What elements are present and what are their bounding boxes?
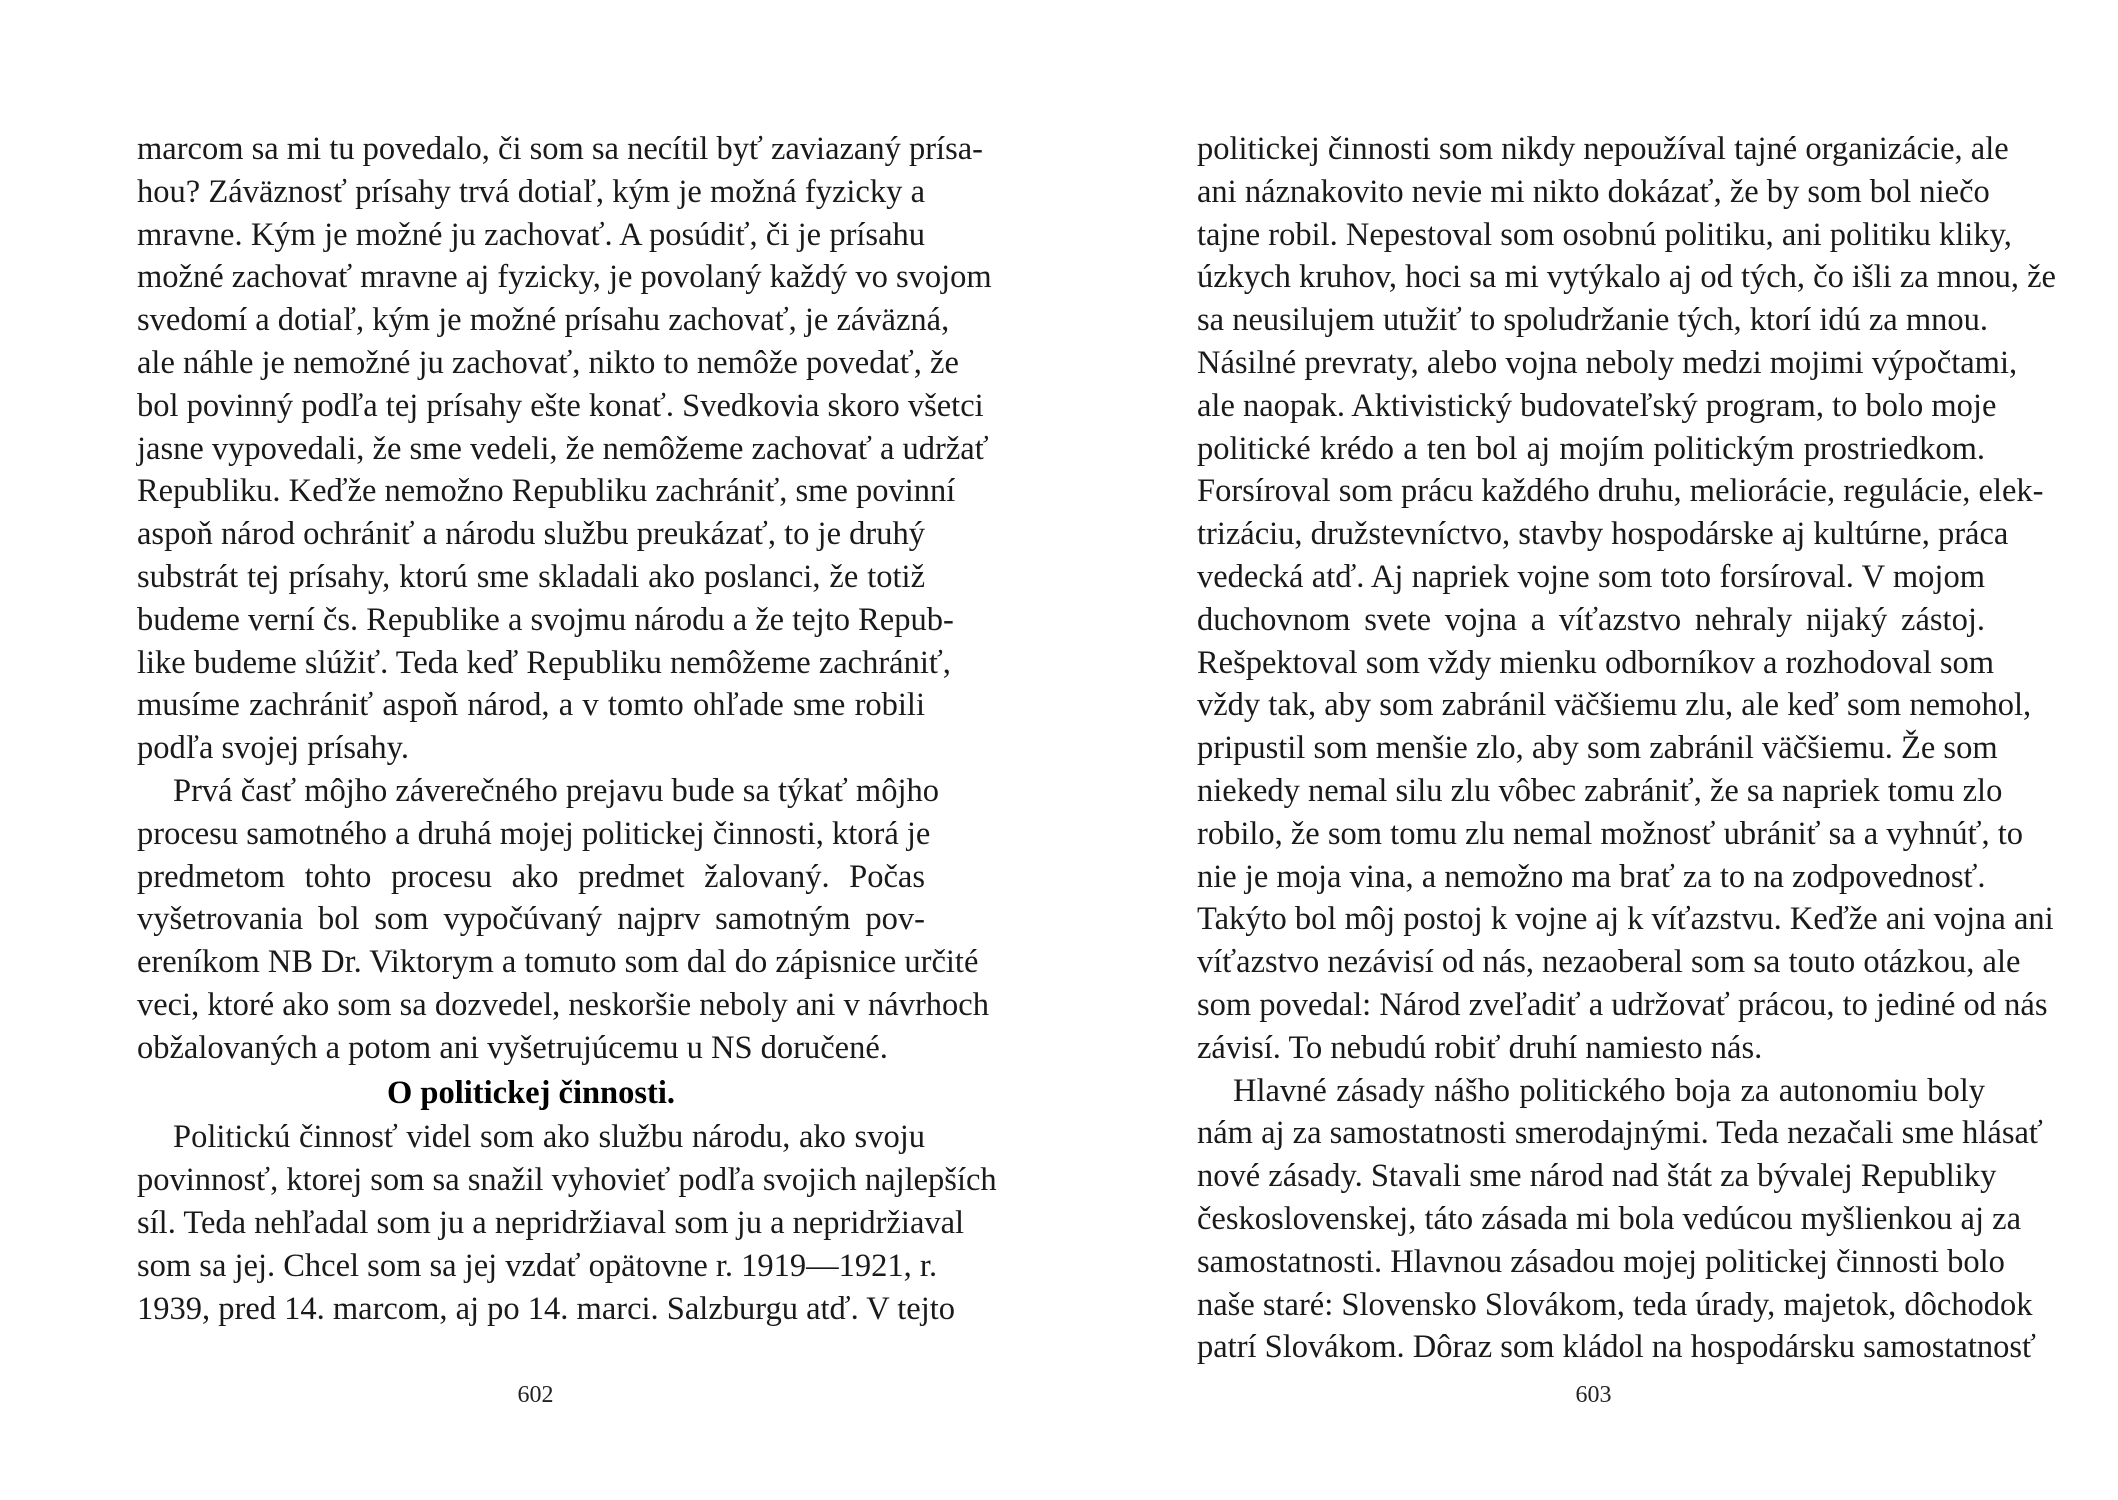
text-line: sa neusilujem utužiť to spoludržanie tých, ktorí idú za mnou. bbox=[1197, 302, 1989, 339]
text-line: vedecká atď. Aj napriek vojne som toto forsíroval. V mojom bbox=[1197, 558, 1985, 595]
text-line: marcom sa mi tu povedalo, či som sa necítil byť zaviazaný prísa- bbox=[137, 131, 983, 167]
text-line: Republiku. Keďže nemožno Republiku zachrániť, sme povinní bbox=[137, 473, 956, 510]
text-line: závisí. To nebudú robiť druhí namiesto nás. bbox=[1197, 1029, 1763, 1066]
text-line: substrát tej prísahy, ktorú sme skladali ako poslanci, že totiž bbox=[137, 558, 925, 595]
text-line: trizáciu, družstevníctvo, stavby hospodárske aj kultúrne, práca bbox=[1197, 516, 2009, 553]
text-line: Prvá časť môjho záverečného prejavu bude sa týkať môjho bbox=[173, 772, 939, 809]
text-line: úzkych kruhov, hoci sa mi vytýkalo aj od tých, čo išli za mnou, že bbox=[1197, 259, 2056, 296]
text-line: nie je moja vina, a nemožno ma brať za to na zodpovednosť. bbox=[1197, 858, 1986, 895]
text-line: vždy tak, aby som zabránil väčšiemu zlu, ale keď som nemohol, bbox=[1197, 687, 2032, 724]
text-line: tajne robil. Nepestoval som osobnú politiku, ani politiku kliky, bbox=[1197, 216, 2012, 253]
text-line: patrí Slovákom. Dôraz som kládol na hospodársku samostatnosť bbox=[1197, 1329, 2036, 1366]
text-line: vyšetrovania bol som vypočúvaný najprv samotným pov- bbox=[137, 901, 925, 938]
text-line: povinnosť, ktorej som sa snažil vyhovieť podľa svojich najlepších bbox=[137, 1162, 997, 1199]
text-line: ale naopak. Aktivistický budovateľský program, to bolo moje bbox=[1197, 387, 1997, 424]
paragraph bbox=[1197, 128, 2056, 1070]
text-line: niekedy nemal silu zlu vôbec zabrániť, že sa napriek tomu zlo bbox=[1197, 772, 2003, 809]
text-line: podľa svojej prísahy. bbox=[137, 730, 409, 767]
text-line: veci, ktoré ako som sa dozvedel, neskoršie neboly ani v návrhoch bbox=[137, 986, 989, 1023]
paragraph bbox=[137, 128, 992, 770]
text-line: jasne vypovedali, že sme vedeli, že nemôžeme zachovať a udržať bbox=[137, 430, 989, 467]
page-number: 603 bbox=[1575, 1382, 1612, 1408]
paragraph bbox=[137, 1116, 997, 1330]
right-page-text bbox=[1197, 128, 2056, 1369]
text-line: pripustil som menšie zlo, aby som zabránil väčšiemu. Že som bbox=[1197, 730, 1998, 767]
right-page bbox=[1059, 0, 2118, 1500]
text-line: nám aj za samostatnosti smerodajnými. Teda nezačali sme hlásať bbox=[1197, 1115, 2043, 1152]
text-line: predmetom tohto procesu ako predmet žalovaný. Počas bbox=[137, 858, 925, 895]
text-line: ale náhle je nemožné ju zachovať, nikto to nemôže povedať, že bbox=[137, 344, 959, 381]
text-line: naše staré: Slovensko Slovákom, teda úrady, majetok, dôchodok bbox=[1197, 1286, 2033, 1323]
text-line: musíme zachrániť aspoň národ, a v tomto ohľade sme robili bbox=[137, 687, 925, 724]
text-line: budeme verní čs. Republike a svojmu národu a že tejto Repub- bbox=[137, 601, 954, 638]
text-line: Hlavné zásady nášho politického boja za autonomiu boly bbox=[1233, 1072, 1985, 1109]
text-line: československej, táto zásada mi bola vedúcou myšlienkou aj za bbox=[1197, 1200, 2021, 1237]
text-line: politickej činnosti som nikdy nepoužíval tajné organizácie, ale bbox=[1197, 131, 2009, 167]
text-line: nové zásady. Stavali sme národ nad štát za bývalej Republiky bbox=[1197, 1158, 1997, 1195]
text-line: bol povinný podľa tej prísahy ešte konať. Svedkovia skoro všetci bbox=[137, 387, 984, 424]
text-line: síl. Teda nehľadal som ju a nepridržiaval som ju a nepridržiaval bbox=[137, 1204, 965, 1241]
left-page-text bbox=[137, 128, 997, 1330]
text-line: Rešpektoval som vždy mienku odborníkov a rozhodoval som bbox=[1197, 644, 1995, 681]
text-line: Násilné prevraty, alebo vojna neboly medzi mojimi výpočtami, bbox=[1197, 344, 2018, 381]
text-line: duchovnom svete vojna a víťazstvo nehraly nijaký zástoj. bbox=[1197, 601, 1985, 638]
text-line: Politickú činnosť videl som ako službu národu, ako svoju bbox=[173, 1119, 925, 1156]
text-line: ani náznakovito nevie mi nikto dokázať, že by som bol niečo bbox=[1197, 173, 1990, 210]
section-heading: O politickej činnosti. bbox=[387, 1074, 675, 1111]
text-line: politické krédo a ten bol aj mojím politickým prostriedkom. bbox=[1197, 430, 1985, 467]
paragraph bbox=[137, 770, 989, 1070]
text-line: víťazstvo nezávisí od nás, nezaoberal som sa touto otázkou, ale bbox=[1197, 944, 2021, 981]
text-line: možné zachovať mravne aj fyzicky, je povolaný každý vo svojom bbox=[137, 259, 992, 296]
page-number: 602 bbox=[517, 1382, 554, 1408]
text-line: Forsíroval som prácu každého druhu, meliorácie, regulácie, elek- bbox=[1197, 473, 2044, 510]
text-line: robilo, že som tomu zlu nemal možnosť ubrániť sa a vyhnúť, to bbox=[1197, 815, 2024, 852]
text-line: 1939, pred 14. marcom, aj po 14. marci. Salzburgu atď. V tejto bbox=[137, 1290, 956, 1327]
text-line: obžalovaných a potom ani vyšetrujúcemu u NS doručené. bbox=[137, 1029, 888, 1066]
text-line: ereníkom NB Dr. Viktorym a tomuto som dal do zápisnice určité bbox=[137, 944, 979, 981]
text-line: samostatnosti. Hlavnou zásadou mojej politickej činnosti bolo bbox=[1197, 1243, 2005, 1280]
text-line: som sa jej. Chcel som sa jej vzdať opätovne r. 1919—1921, r. bbox=[137, 1247, 938, 1284]
text-line: procesu samotného a druhá mojej politickej činnosti, ktorá je bbox=[137, 815, 931, 852]
text-line: svedomí a dotiaľ, kým je možné prísahu zachovať, je záväzná, bbox=[137, 302, 950, 339]
text-line: hou? Záväznosť prísahy trvá dotiaľ, kým je možná fyzicky a bbox=[137, 173, 925, 210]
text-line: aspoň národ ochrániť a národu službu preukázať, to je druhý bbox=[137, 516, 925, 553]
paragraph bbox=[1197, 1070, 2043, 1370]
text-line: som povedal: Národ zveľadiť a udržovať prácou, to jediné od nás bbox=[1197, 986, 2048, 1023]
text-line: like budeme slúžiť. Teda keď Republiku nemôžeme zachrániť, bbox=[137, 644, 951, 681]
text-line: Takýto bol môj postoj k vojne aj k víťazstvu. Keďže ani vojna ani bbox=[1197, 901, 2054, 938]
text-line: mravne. Kým je možné ju zachovať. A posúdiť, či je prísahu bbox=[137, 216, 925, 253]
